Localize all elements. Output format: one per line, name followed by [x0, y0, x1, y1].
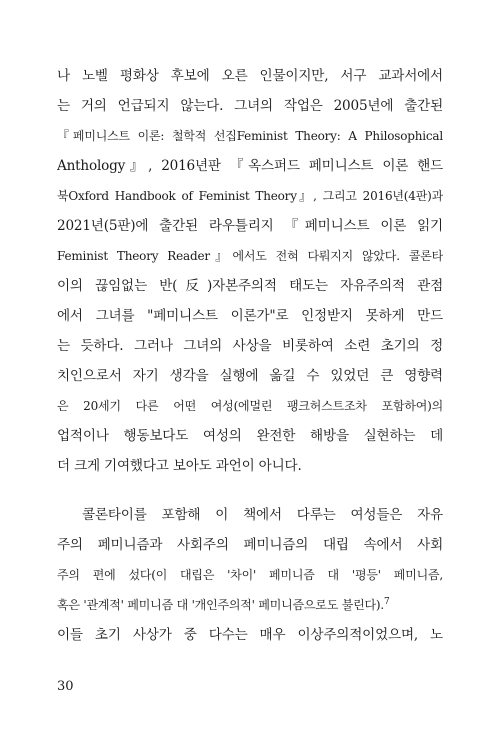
text-line-content: 혹은 '관계적' 페미니즘 대 '개인주의적' 페미니즘으로도 불린다). [57, 598, 384, 612]
text-line: 2021년(5판)에 출간된 라우틀리지 『페미니스트 이론 읽기 [57, 218, 443, 234]
text-line: 콜론타이를 포함해 이 책에서 다루는 여성들은 자유 [82, 507, 443, 523]
text-line: 업적이나 행동보다도 여성의 완전한 해방을 실현하는 데 [57, 428, 443, 444]
text-line: 이의 끊임없는 반(反)자본주의적 태도는 자유주의적 관점 [57, 278, 443, 294]
text-line: Anthology』, 2016년판 『옥스퍼드 페미니스트 이론 핸드 [57, 158, 443, 174]
text-line: 치인으로서 자기 생각을 실행에 옮길 수 있었던 큰 영향력 [57, 368, 443, 384]
text-line: 더 크게 기여했다고 보아도 과언이 아니다. [57, 458, 302, 474]
text-line [57, 590, 443, 620]
text-line: 은 20세기 다른 어떤 여성(에멀린 팽크허스트조차 포함하여)의 [57, 399, 443, 413]
text-line: 주의 페미니즘과 사회주의 페미니즘의 대립 속에서 사회 [57, 537, 443, 553]
text-line: 는 거의 언급되지 않는다. 그녀의 작업은 2005년에 출간된 [57, 98, 443, 114]
footnote-reference: 7 [383, 597, 390, 607]
text-line: 『페미니스트 이론: 철학적 선집Feminist Theory: A Philosophical [57, 129, 443, 143]
page-number: 30 [57, 679, 74, 694]
text-line: 는 듯하다. 그러나 그녀의 사상을 비롯하여 소련 초기의 정 [57, 338, 443, 354]
text-line: 북Oxford Handbook of Feminist Theory』, 그리고 2016년(4판)과 [57, 189, 443, 203]
text-line: 에서 그녀를 "페미니스트 이론가"로 인정받지 못하게 만드 [57, 308, 443, 324]
text-line: 주의 편에 섰다(이 대립은 '차이' 페미니즘 대 '평등' 페미니즘, [57, 568, 443, 582]
text-line: 이들 초기 사상가 중 다수는 매우 이상주의적이었으며, 노 [57, 627, 443, 643]
text-line: Feminist Theory Reader』에서도 전혀 다뤄지지 않았다. 콜론타 [57, 249, 443, 263]
text-line: 나 노벨 평화상 후보에 오른 인물이지만, 서구 교과서에서 [57, 68, 443, 84]
